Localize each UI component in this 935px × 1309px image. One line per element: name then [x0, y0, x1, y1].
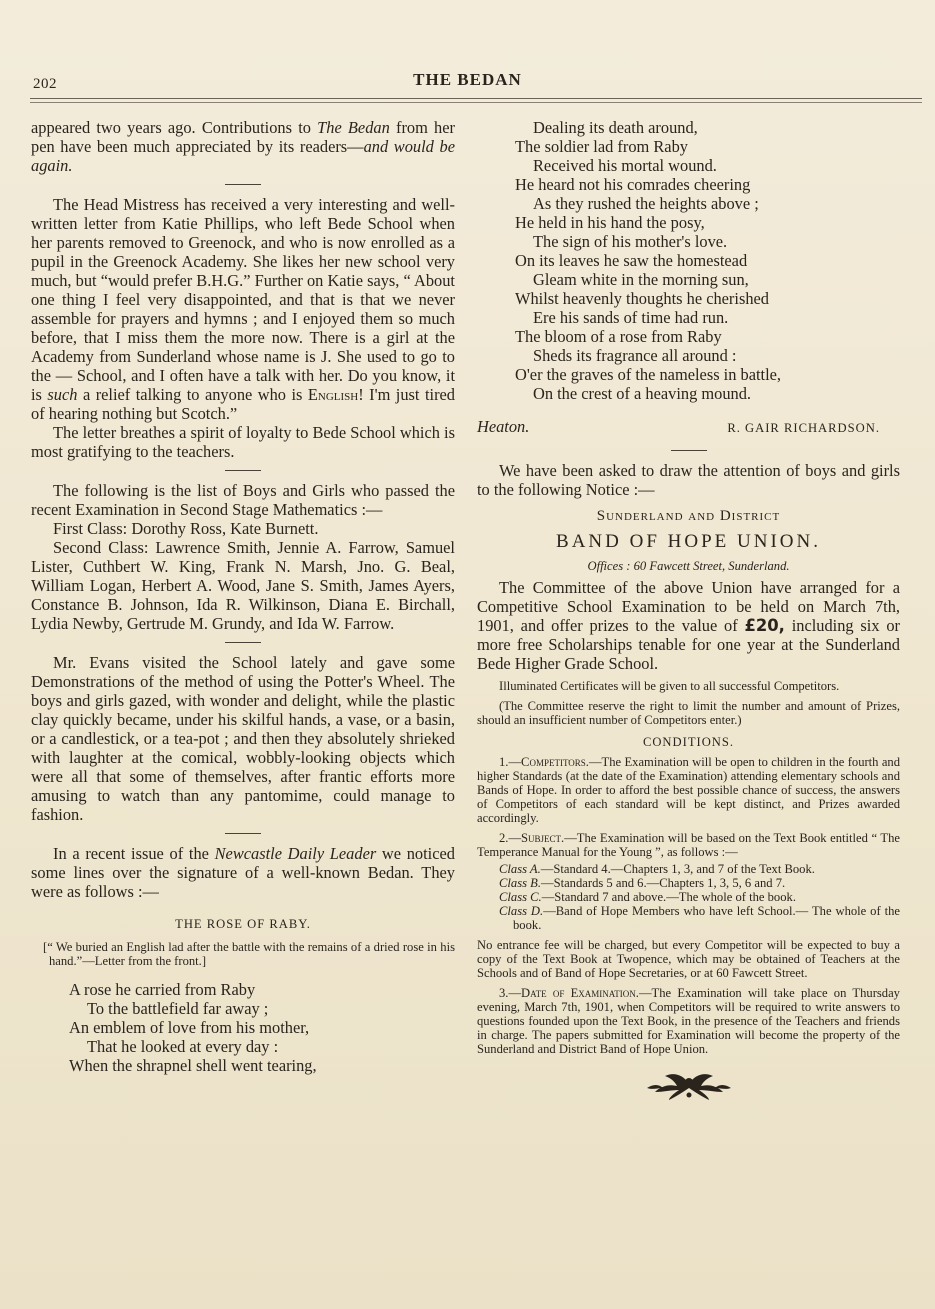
class-item: Class D.—Band of Hope Members who have left School.— The whole of the book. — [499, 904, 900, 932]
section-divider — [225, 184, 261, 185]
section-divider — [671, 450, 707, 451]
paragraph-potters-wheel: Mr. Evans visited the School lately and gave some Demonstrations of the method of using the Potter's Wheel. The boys and girls gazed, with wonder and delight, while the plastic clay quickly became, under his skilful hands, a vase, or a basin, or a candlestick, or a tea-pot ; and then they absolutely shrieked with laughter at the comical, wobbly-looking objects which were all that some of themselves, after frantic efforts more amusing to watch than any pantomime, could manage to fashion. — [31, 653, 455, 824]
poem-line: On its leaves he saw the homestead — [515, 251, 748, 270]
paragraph-first-class: First Class: Dorothy Ross, Kate Burnett. — [53, 519, 319, 538]
poem-line: Dealing its death around, — [533, 118, 698, 137]
paragraph-certificates: Illuminated Certificates will be given to all successful Competitors. — [499, 679, 840, 693]
poem-line: The sign of his mother's love. — [533, 232, 728, 251]
paragraph-entrance-fee: No entrance fee will be charged, but every Competitor will be expected to buy a copy of the Text Book at Twopence, which may be obtained of Teachers at the Schools and of Band of Hope Secretaries, or at 60 Fawcett Street. — [477, 938, 900, 980]
header-rule-thin — [30, 102, 922, 103]
paragraph-notice-intro: We have been asked to draw the attention of boys and girls to the following Notice :— — [477, 461, 900, 499]
poem-line: He heard not his comrades cheering — [515, 175, 751, 194]
class-item: Class C.—Standard 7 and above.—The whole of the book. — [499, 890, 796, 904]
paragraph-second-class: Second Class: Lawrence Smith, Jennie A. Farrow, Samuel Lister, Cuthbert W. King, Frank N. Marsh, Jno. G. Beal, William Logan, Herbert A. Wood, Jane S. Smith, James Ayers, Constance B. Johnson, Ida R. Wilkinson, Diana E. Birchall, Lydia Newby, Gertrude M. Grundy, and Ida W. Farrow. — [31, 538, 455, 633]
poem-stanza-start — [31, 980, 455, 1075]
poem-line: Received his mortal wound. — [533, 156, 717, 175]
signature-place: Heaton. — [477, 417, 530, 436]
condition-subject: 2.—Subject.—The Examination will be based on the Text Book entitled “ The Temperance Manual for the Young ”, as follows :— — [477, 831, 900, 859]
poem-line: He held in his hand the posy, — [515, 213, 705, 232]
poem-line: As they rushed the heights above ; — [533, 194, 759, 213]
page-number: 202 — [33, 76, 57, 92]
poem-line: When the shrapnel shell went tearing, — [69, 1056, 317, 1075]
running-title: THE BEDAN — [413, 70, 522, 89]
poem-line: Whilst heavenly thoughts he cherished — [515, 289, 769, 308]
poem-signature — [477, 417, 900, 438]
paragraph-committee: The Committee of the above Union have arranged for a Competitive School Examination to be held on March 7th, 1901, and offer prizes to the value of £20, including six or more free Scholarships tenable for one year at the Sunderland Bede Higher Grade School. — [477, 578, 900, 673]
right-column — [477, 118, 900, 1102]
poem-line: An emblem of love from his mother, — [69, 1018, 310, 1037]
poem-line: A rose he carried from Raby — [69, 980, 256, 999]
signature-author: R. GAIR RICHARDSON. — [727, 421, 880, 435]
poem-line: Gleam white in the morning sun, — [533, 270, 749, 289]
poem-line: The bloom of a rose from Raby — [515, 327, 722, 346]
tailpiece-ornament-icon — [639, 1066, 739, 1102]
paragraph-newcastle-leader: In a recent issue of the Newcastle Daily Leader we noticed some lines over the signature of a well-known Bedan. They were as follows :— — [31, 844, 455, 901]
notice-union-heading: BAND OF HOPE UNION. — [556, 531, 821, 552]
poem-title: THE ROSE OF RABY. — [175, 917, 311, 931]
paragraph-reserve: (The Committee reserve the right to limit the number and amount of Prizes, should an insufficient number of Competitors enter.) — [477, 699, 900, 727]
left-column — [31, 118, 455, 1075]
poem-epigraph: [“ We buried an English lad after the battle with the remains of a dried rose in his hand.”—Letter from the front.] — [43, 940, 455, 968]
poem-line: The soldier lad from Raby — [515, 137, 688, 156]
class-item: Class B.—Standards 5 and 6.—Chapters 1, 3, 5, 6 and 7. — [499, 876, 786, 890]
notice-offices: Offices : 60 Fawcett Street, Sunderland. — [587, 559, 790, 573]
paragraph-katie-letter: The Head Mistress has received a very interesting and well-written letter from Katie Phillips, who left Bede School when her parents removed to Greenock, and who is now enrolled as a pupil in the Greenock Academy. She likes her new school very much, but “would prefer B.H.G.” Further on Katie says, “ About one thing I feel very disappointed, and that is that we never assemble for prayers and hymns ; and I enjoyed them so much before, that I miss them the more now. There is a girl at the Academy from Sunderland whose name is J. She used to go to the — School, and I often have a talk with her. Do you know, it is such a relief talking to anyone who is English! I'm just tired of hearing nothing but Scotch.” — [31, 195, 455, 423]
class-item: Class A.—Standard 4.—Chapters 1, 3, and 7 of the Text Book. — [499, 862, 815, 876]
conditions-heading: CONDITIONS. — [642, 735, 735, 749]
poem-stanza-continued — [477, 118, 900, 403]
notice-district-heading: Sunderland and District — [596, 508, 781, 524]
condition-date: 3.—Date of Examination.—The Examination will take place on Thursday evening, March 7th, 1901, when Competitors will be required to write answers to questions founded upon the Text Book, in the presence of the Teachers and friends in charge. The papers submitted for Examination will become the property of the Sunderland and District Band of Hope Union. — [477, 986, 900, 1056]
paragraph-contributions: appeared two years ago. Contributions to The Bedan from her pen have been much appreciated by its readers—and would be again. — [31, 118, 455, 175]
poem-line: Sheds its fragrance all around : — [533, 346, 737, 365]
poem-line: O'er the graves of the nameless in battle, — [515, 365, 782, 384]
condition-competitors: 1.—Competitors.—The Examination will be open to children in the fourth and higher Standards (at the date of the Examination) attending elementary schools and Bands of Hope. In order to afford the best possible chance of success, the answers of Competitors of each standard will be kept distinct, and Prizes awarded accordingly. — [477, 755, 900, 825]
poem-line: That he looked at every day : — [87, 1037, 279, 1056]
section-divider — [225, 833, 261, 834]
section-divider — [225, 642, 261, 643]
header-rule — [30, 98, 922, 99]
paragraph-loyalty: The letter breathes a spirit of loyalty to Bede School which is most gratifying to the teachers. — [31, 423, 455, 461]
paragraph-exam-list-intro: The following is the list of Boys and Girls who passed the recent Examination in Second Stage Mathematics :— — [31, 481, 455, 519]
poem-line: On the crest of a heaving mound. — [533, 384, 752, 403]
poem-line: Ere his sands of time had run. — [533, 308, 729, 327]
poem-line: To the battlefield far away ; — [87, 999, 269, 1018]
section-divider — [225, 470, 261, 471]
